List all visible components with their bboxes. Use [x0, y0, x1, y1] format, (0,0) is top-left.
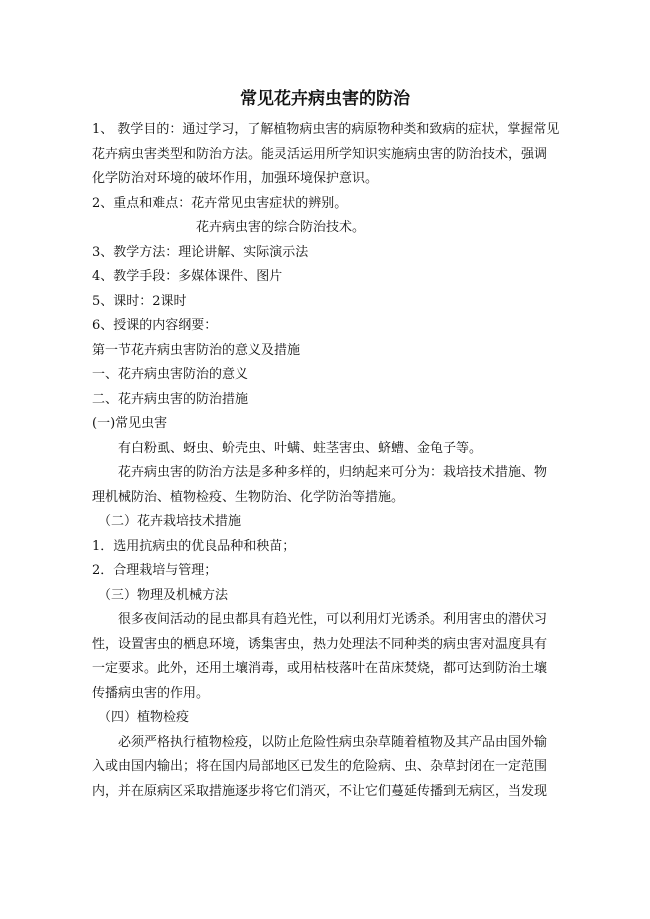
- line-22: 性，设置害虫的栖息环境，诱集害虫，热力处理法不同种类的病虫害对温度具有: [92, 636, 548, 652]
- line-9: 6、授课的内容纲要：: [92, 318, 218, 333]
- line-2: 花卉病虫害类型和防治方法。能灵活运用所学知识实施病虫害的防治技术，强调: [92, 146, 548, 162]
- heading-2: 二、花卉病虫害的防治措施: [92, 391, 249, 407]
- line-21: 很多夜间活动的昆虫都具有趋光性，可以利用灯光诱杀。利用害虫的潜伏习: [118, 612, 548, 627]
- subheading-2: （二）花卉栽培技术措施: [98, 514, 242, 529]
- line-27: 入或由国内输出；将在国内局部地区已发生的危险病、虫、杂草封闭在一定范围: [92, 759, 548, 774]
- line-28: 内，并在原病区采取措施逐步将它们消灭，不让它们蔓延传播到无病区，当发现: [92, 783, 548, 799]
- line-19: 2．合理栽培与管理；: [92, 563, 218, 578]
- subheading-4: （四）植物检疫: [98, 710, 190, 725]
- line-23: 一定要求。此外，还用土壤消毒，或用枯枝落叶在苗床焚烧，都可达到防治土壤: [92, 661, 548, 676]
- line-18: 1．选用抗病虫的优良品种和秧苗；: [92, 538, 296, 554]
- line-3: 化学防治对环境的破坏作用，加强环境保护意识。: [92, 171, 379, 186]
- document-title: 常见花卉病虫害的防治: [240, 89, 410, 109]
- line-8: 5、课时：2课时: [92, 293, 187, 309]
- line-6: 3、教学方法：理论讲解、实际演示法: [92, 244, 309, 260]
- subheading-1: (一)常见虫害: [92, 416, 168, 431]
- subheading-3: （三）物理及机械方法: [98, 587, 229, 603]
- line-7: 4、教学手段：多媒体课件、图片: [92, 269, 283, 284]
- line-16: 理机械防治、植物检疫、生物防治、化学防治等措施。: [92, 489, 405, 505]
- heading-1: 一、花卉病虫害防治的意义: [92, 367, 249, 382]
- line-5: 花卉病虫害的综合防治技术。: [196, 220, 366, 235]
- section-heading: 第一节花卉病虫害防治的意义及措施: [92, 342, 301, 358]
- line-1: 1、 教学目的：通过学习，了解植物病虫害的病原物种类和致病的症状，掌握常见: [92, 122, 560, 137]
- line-15: 花卉病虫害的防治方法是多种多样的，归纳起来可分为：栽培技术措施、物: [118, 465, 548, 480]
- line-24: 传播病虫害的作用。: [92, 685, 210, 701]
- line-14: 有白粉虱、蚜虫、蚧壳虫、叶螨、蛀茎害虫、蛴螬、金龟子等。: [118, 440, 483, 456]
- line-4: 2、重点和难点：花卉常见虫害症状的辨别。: [92, 195, 348, 211]
- line-26: 必须严格执行植物检疫，以防止危险性病虫杂草随着植物及其产品由国外输: [118, 734, 548, 750]
